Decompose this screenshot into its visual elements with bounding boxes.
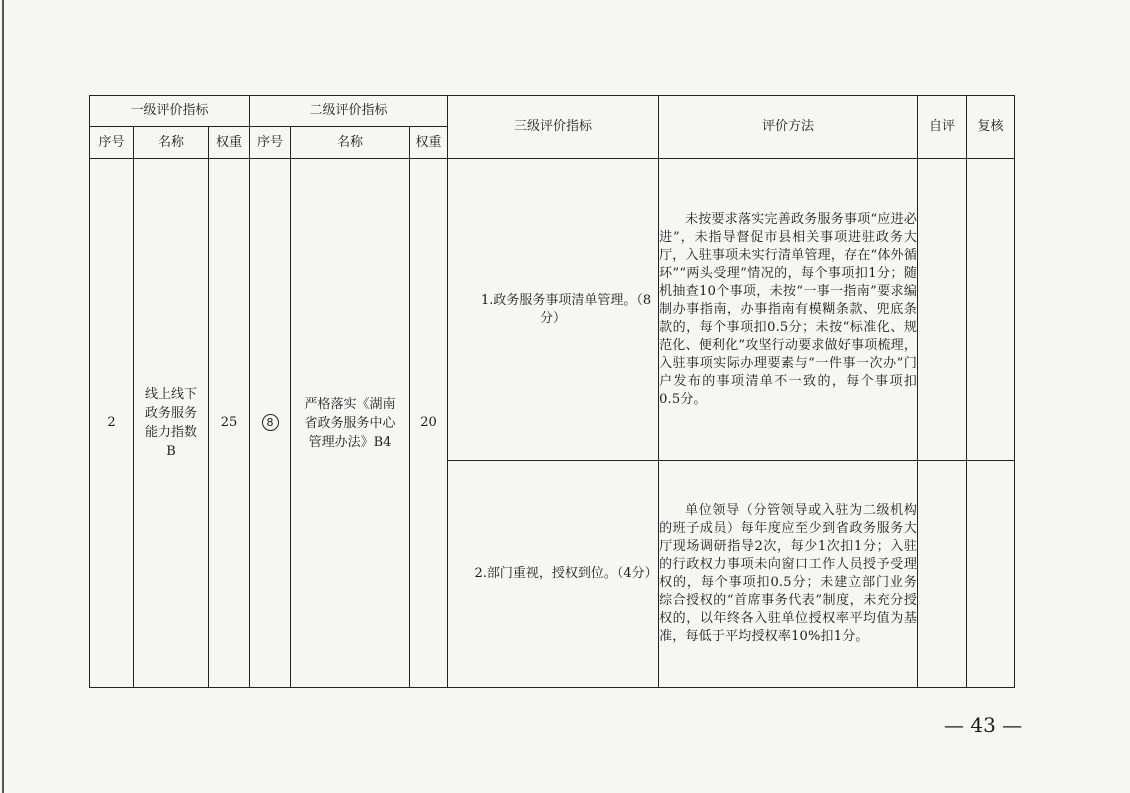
weight2-header: 权重: [410, 127, 448, 159]
name2-header: 名称: [291, 127, 410, 159]
self-eval-header: 自评: [918, 96, 967, 159]
weight1-header: 权重: [209, 127, 250, 159]
seq1-header: 序号: [90, 127, 134, 159]
level1-name: 线上线下政务服务能力指数B: [144, 387, 197, 459]
self-eval-cell-2[interactable]: [918, 461, 967, 688]
seq2-header: 序号: [250, 127, 291, 159]
level3-item-2-cell: [448, 461, 659, 688]
level1-seq-cell: 2: [90, 159, 134, 688]
level2-group-header: 二级评价指标: [250, 96, 448, 127]
review-header: 复核: [967, 96, 1015, 159]
page-binding-edge: [2, 0, 4, 793]
header-row-1: [90, 96, 1015, 127]
method-item-2-cell: [659, 461, 918, 688]
level2-name: 严格落实《湖南省政务服务中心管理办法》B4: [304, 396, 396, 450]
level1-weight-cell: 25: [209, 159, 250, 688]
page-number: — 43 —: [944, 713, 1023, 737]
table-row: [90, 159, 1015, 461]
level3-header: 三级评价指标: [448, 96, 659, 159]
level3-item-2: 2.部门重视，授权到位。（4分）: [474, 566, 658, 581]
level1-group-header: 一级评价指标: [90, 96, 250, 127]
evaluation-table: [89, 95, 1015, 688]
method-item-2: 单位领导（分管领导或入驻为二级机构的班子成员）每年度应至少到省政务服务大厅现场调研指导2次，每少1次扣1分；入驻的行政权力事项未向窗口工作人员授予受理权的，每个事项扣0.5分；未建立部门业务综合授权的“首席事务代表”制度，未充分授权的，以年终各入驻单位授权率平均值为基准，每低于平均授权率10%扣1分。: [659, 503, 918, 644]
review-cell-1[interactable]: [967, 159, 1015, 461]
self-eval-cell-1[interactable]: [918, 159, 967, 461]
level2-weight-cell: 20: [410, 159, 448, 688]
level2-seq-cell: [250, 159, 291, 688]
level1-name-cell: [134, 159, 209, 688]
method-header: 评价方法: [659, 96, 918, 159]
circled-number-8: 8: [262, 414, 279, 431]
level2-name-cell: [291, 159, 410, 688]
level3-item-1-cell: [448, 159, 659, 461]
review-cell-2[interactable]: [967, 461, 1015, 688]
method-item-1-cell: [659, 159, 918, 461]
method-item-1: 未按要求落实完善政务服务事项“应进必进”，未指导督促市县相关事项进驻政务大厅，入驻事项未实行清单管理，存在“体外循环”“两头受理”情况的，每个事项扣1分；随机抽查10个事项，未按“一事一指南”要求编制办事指南，办事指南有模糊条款、兜底条款的，每个事项扣0.5分；未按“标准化、规范化、便利化”攻坚行动要求做好事项梳理，入驻事项实际办理要素与“一件事一次办”门户发布的事项清单不一致的，每个事项扣0.5分。: [659, 211, 918, 407]
level3-item-1: 1.政务服务事项清单管理。（8分）: [480, 292, 652, 326]
name1-header: 名称: [134, 127, 209, 159]
